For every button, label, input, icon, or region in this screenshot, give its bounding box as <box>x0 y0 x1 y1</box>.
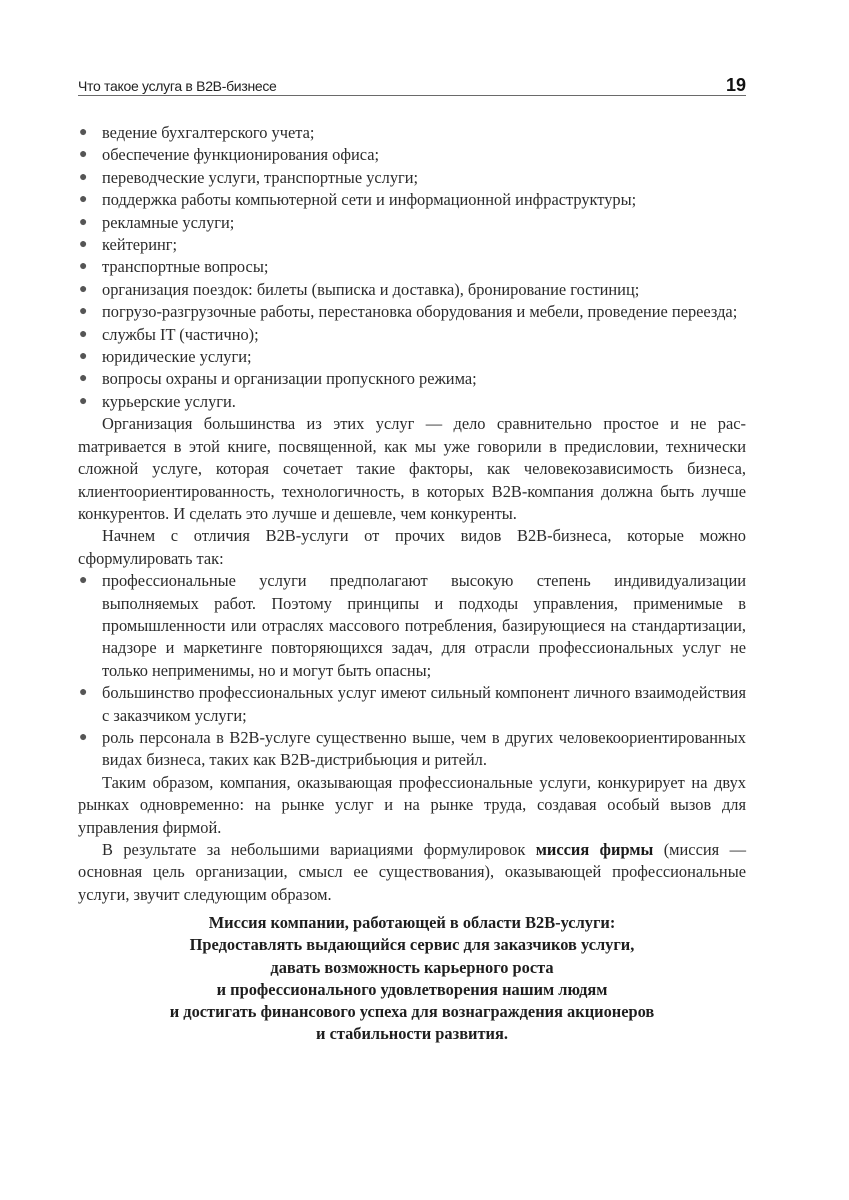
differences-list <box>78 570 746 772</box>
paragraph: Начнем с отличия B2B-услуги от прочих видов B2B-бизнеса, которые можно сформулировать так: <box>78 526 746 568</box>
bullet-icon: ● <box>79 729 88 745</box>
bullet-icon: ● <box>79 192 88 208</box>
list-item: ● вопросы охраны и организации пропускного режима; <box>78 368 746 390</box>
bullet-icon: ● <box>79 326 88 342</box>
mission-line: Предоставлять выдающийся сервис для заказчиков услуги, <box>189 935 635 955</box>
paragraph: В результате за небольшими вариациями формулировок миссия фирмы (миссия — основная цель организации, смысл ее существования), оказывающей профессиональные услуги, звучит следующим образом. <box>78 840 746 904</box>
bullet-icon: ● <box>79 125 88 140</box>
paragraph: Организация большинства из этих услуг — дело сравнительно простое и не расmатривается в этой книге, посвященной, как мы уже говорили в предисловии, технически сложной услуге, которая сочетает такие факторы, как человекозависимость бизнеса, клиентоориентированность, технологичность, в которых B2B-компания должна быть лучше конкурентов. И сделать это лучше и дешевле, чем конкуренты. <box>78 414 746 523</box>
mission-line: и профессионального удовлетворения нашим людям <box>216 979 608 999</box>
bullet-icon: ● <box>79 169 88 185</box>
bullet-icon: ● <box>79 214 88 230</box>
list-item: ● курьерские услуги. <box>78 391 746 413</box>
mission-heading: Миссия компании, работающей в области B2B-услуги: <box>208 913 616 933</box>
page-number: 19 <box>725 75 746 95</box>
mission-statement <box>78 912 746 1045</box>
mission-line: и стабильности развития. <box>316 1024 508 1044</box>
running-title: Что такое услуга в B2B-бизнесе <box>78 78 277 94</box>
bullet-icon: ● <box>79 685 88 701</box>
bold-term: миссия фирмы <box>535 840 654 859</box>
list-item: ● рекламные услуги; <box>78 212 746 234</box>
list-item: ● поддержка работы компьютерной сети и информационной инфраструктуры; <box>78 189 746 211</box>
list-item: ● большинство профессиональных услуг имеют сильный компонент личного взаимодействия с заказчиком услуги; <box>79 683 746 725</box>
bullet-icon: ● <box>79 349 88 365</box>
list-item: ● профессиональные услуги предполагают высокую степень индивидуализации выполняемых работ. Поэтому принципы и подходы управления, применимые в промышленности или отраслях массового потребления, базирующиеся на стандартизации, надзоре и маркетинге повторяющихся задач, для отрасли профессиональных услуг не только неприменимы, но и могут быть опасны; <box>79 571 746 680</box>
list-item: ● службы IT (частично); <box>78 324 746 346</box>
list-item: ● обеспечение функционирования офиса; <box>78 144 746 166</box>
list-item: ● кейтеринг; <box>78 234 746 256</box>
list-item: ● организация поездок: билеты (выписка и доставка), бронирование гостиниц; <box>78 279 746 301</box>
bullet-icon: ● <box>79 281 88 297</box>
bullet-icon: ● <box>79 573 88 589</box>
bullet-icon: ● <box>79 371 88 387</box>
services-list <box>78 122 746 413</box>
bullet-icon: ● <box>79 393 88 409</box>
mission-line: и достигать финансового успеха для вознаграждения акционеров <box>169 1002 655 1022</box>
list-item: ● погрузо-разгрузочные работы, перестановка оборудования и мебели, проведение переезда; <box>78 301 746 323</box>
bullet-icon: ● <box>79 237 88 253</box>
page-body <box>78 122 746 1045</box>
bullet-icon: ● <box>79 259 88 275</box>
list-item: ● ведение бухгалтерского учета; <box>78 122 746 144</box>
paragraph: Таким образом, компания, оказывающая профессиональные услуги, конкурирует на двух рынках одновременно: на рынке услуг и на рынке труда, создавая особый вызов для управления фирмой. <box>78 772 746 837</box>
list-item: ● переводческие услуги, транспортные услуги; <box>78 167 746 189</box>
list-item: ● роль персонала в B2B-услуге существенно выше, чем в других человекоориентированных видах бизнеса, таких как B2B-дистрибьюция и ритейл. <box>79 727 746 770</box>
list-item: ● юридические услуги; <box>78 346 746 368</box>
running-header <box>78 74 746 96</box>
mission-line: давать возможность карьерного роста <box>270 957 554 977</box>
list-item: ● транспортные вопросы; <box>78 256 746 278</box>
bullet-icon: ● <box>79 147 88 163</box>
bullet-icon: ● <box>79 304 88 320</box>
